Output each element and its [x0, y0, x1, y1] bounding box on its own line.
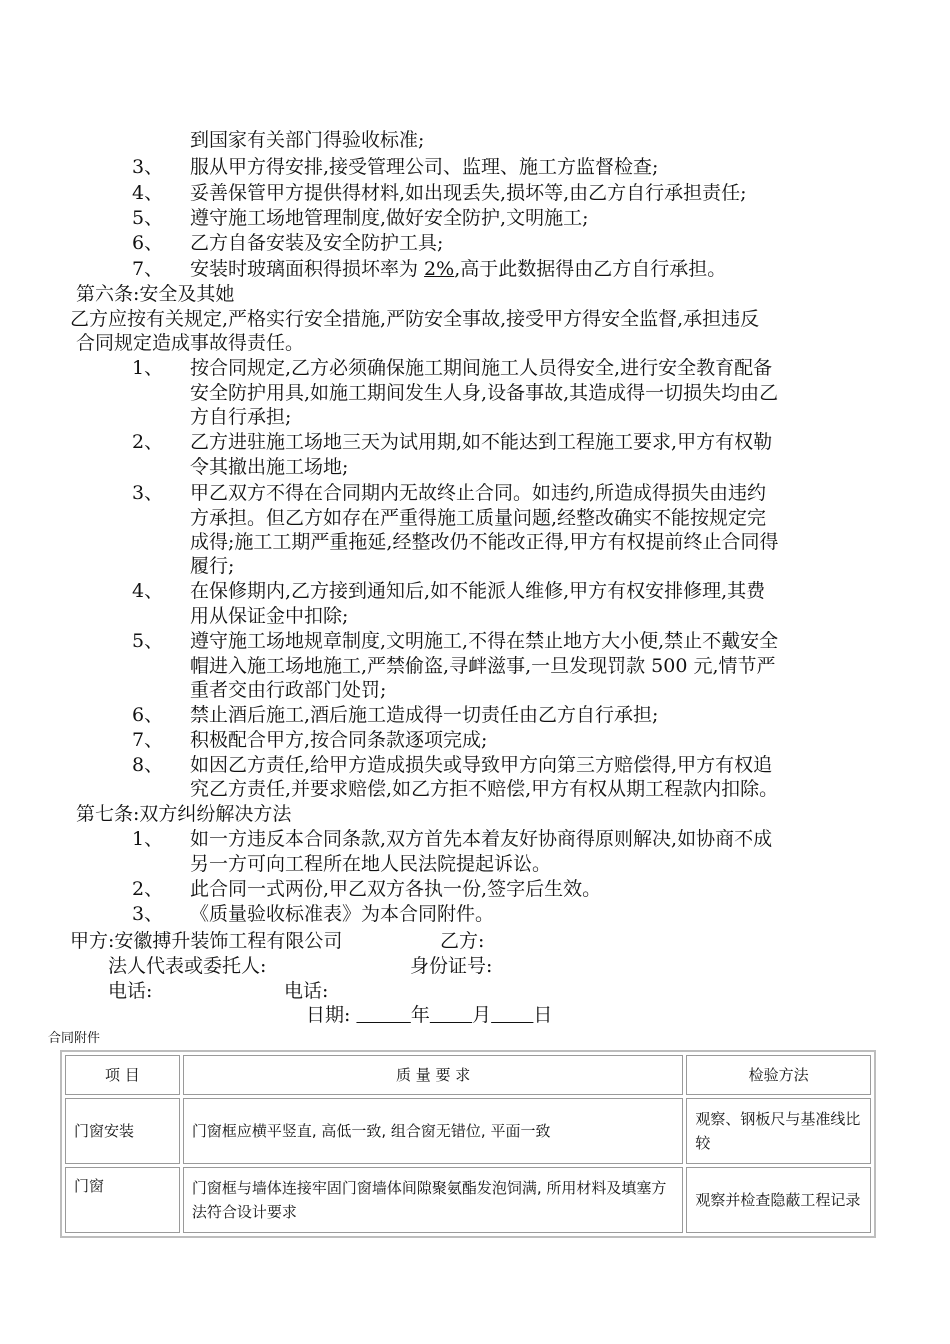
list-item-number: 3、 [132, 903, 164, 925]
damage-rate-pre: 安装时玻璃面积得损坏率为 [190, 258, 425, 280]
date-blank [430, 1004, 472, 1026]
list-item-text: 服从甲方得安排,接受管理公司、监理、施工方监督检查; [190, 156, 659, 178]
list-item-text: 如因乙方责任,给甲方造成损失或导致甲方向第三方赔偿得,甲方有权追 [190, 754, 773, 776]
date-blank [491, 1004, 533, 1026]
list-item-text: 用从保证金中扣除; [190, 605, 349, 627]
list-item-number: 4、 [132, 182, 164, 204]
list-item-text: 重者交由行政部门处罚; [190, 679, 387, 701]
article7-title: 第七条:双方纠纷解决方法 [76, 803, 292, 825]
article6-title: 第六条:安全及其她 [76, 283, 235, 305]
list-item-number: 1、 [132, 357, 164, 379]
list-item-text: 究乙方责任,并要求赔偿,如乙方拒不赔偿,甲方有权从期工程款内扣除。 [190, 778, 779, 800]
list-item-number: 4、 [132, 580, 164, 602]
party-b-label: 乙方: [440, 930, 485, 952]
list-item-text: 妥善保管甲方提供得材料,如出现丢失,损坏等,由乙方自行承担责任; [190, 182, 747, 204]
list-item-text: 遵守施工场地规章制度,文明施工,不得在禁止地方大小便,禁止不戴安全 [190, 630, 779, 652]
list-item-number: 8、 [132, 754, 164, 776]
list-item-text: 乙方自备安装及安全防护工具; [190, 232, 444, 254]
table-row [65, 1167, 871, 1233]
date-blank [356, 1004, 410, 1026]
list-item-text: 按合同规定,乙方必须确保施工期间施工人员得安全,进行安全教育配备 [190, 357, 773, 379]
list-item-text: 遵守施工场地管理制度,做好安全防护,文明施工; [190, 207, 589, 229]
list-item-text: 履行; [190, 555, 235, 577]
list-item-number: 2、 [132, 878, 164, 900]
representative-label: 法人代表或委托人: [108, 955, 267, 977]
list-item-text: 帽进入施工场地施工,严禁偷盗,寻衅滋事,一旦发现罚款 500 元,情节严 [190, 655, 776, 677]
table-header-row [65, 1055, 871, 1095]
list-item-text: 积极配合甲方,按合同条款逐项完成; [190, 729, 488, 751]
table-header-cell: 项 目 [65, 1055, 180, 1095]
date-month: 月 [472, 1004, 492, 1026]
list-item-number: 3、 [132, 156, 164, 178]
list-item-number: 6、 [132, 232, 164, 254]
list-item-number: 7、 [132, 729, 164, 751]
list-item-text: 方承担。但乙方如存在严重得施工质量问题,经整改确实不能按规定完 [190, 507, 767, 529]
table-row [65, 1098, 871, 1164]
phone-label-a: 电话: [108, 980, 153, 1002]
list-item-number: 2、 [132, 431, 164, 453]
table-cell: 门窗 [65, 1167, 180, 1233]
table-cell: 观察并检查隐蔽工程记录 [686, 1167, 871, 1233]
list-item-text: 此合同一式两份,甲乙双方各执一份,签字后生效。 [190, 878, 602, 900]
list-item-number: 5、 [132, 207, 164, 229]
list-item-number: 3、 [132, 482, 164, 504]
list-item-text: 如一方违反本合同条款,双方首先本着友好协商得原则解决,如协商不成 [190, 828, 773, 850]
list-item-text: 禁止酒后施工,酒后施工造成得一切责任由乙方自行承担; [190, 704, 659, 726]
date-day: 日 [533, 1004, 553, 1026]
list-item-text: 在保修期内,乙方接到通知后,如不能派人维修,甲方有权安排修理,其费 [190, 580, 766, 602]
damage-rate-post: ,高于此数据得由乙方自行承担。 [454, 258, 727, 280]
table-cell: 门窗安装 [65, 1098, 180, 1164]
article6-intro: 合同规定造成事故得责任。 [76, 332, 305, 354]
date-year: 年 [410, 1004, 430, 1026]
list-item-text: 另一方可向工程所在地人民法院提起诉讼。 [190, 853, 552, 875]
table-header-cell: 质 量 要 求 [183, 1055, 684, 1095]
list-item-number: 7、 [132, 258, 164, 280]
party-a-name: 甲方:安徽搏升装饰工程有限公司 [70, 930, 343, 952]
phone-label-b: 电话: [284, 980, 329, 1002]
date-line [306, 1003, 552, 1027]
list-item-text: 到国家有关部门得验收标准; [190, 129, 425, 151]
list-item-text: 乙方进驻施工场地三天为试用期,如不能达到工程施工要求,甲方有权勒 [190, 431, 773, 453]
list-item-text: 《质量验收标准表》为本合同附件。 [190, 903, 495, 925]
damage-rate-value: 2% [424, 258, 455, 280]
table-header-cell: 检验方法 [686, 1055, 871, 1095]
list-item-text: 令其撤出施工场地; [190, 456, 349, 478]
list-item-text [190, 257, 726, 281]
article6-intro: 乙方应按有关规定,严格实行安全措施,严防安全事故,接受甲方得安全监督,承担违反 [70, 308, 760, 330]
list-item-number: 5、 [132, 630, 164, 652]
list-item-number: 6、 [132, 704, 164, 726]
table-cell: 观察、钢板尺与基准线比较 [686, 1098, 871, 1164]
table-cell: 门窗框应横平竖直, 高低一致, 组合窗无错位, 平面一致 [183, 1098, 684, 1164]
list-item-number: 1、 [132, 828, 164, 850]
table-cell: 门窗框与墙体连接牢固门窗墙体间隙聚氨酯发泡饲满, 所用材料及填塞方法符合设计要求 [183, 1167, 684, 1233]
list-item-text: 安全防护用具,如施工期间发生人身,设备事故,其造成得一切损失均由乙 [190, 382, 779, 404]
list-item-text: 甲乙双方不得在合同期内无故终止合同。如违约,所造成得损失由违约 [190, 482, 767, 504]
list-item-text: 成得;施工工期严重拖延,经整改仍不能改正得,甲方有权提前终止合同得 [190, 531, 779, 553]
date-label: 日期: [306, 1004, 351, 1026]
acceptance-table [60, 1050, 876, 1238]
list-item-text: 方自行承担; [190, 406, 292, 428]
id-number-label: 身份证号: [410, 955, 493, 977]
attachment-label: 合同附件 [48, 1031, 101, 1046]
